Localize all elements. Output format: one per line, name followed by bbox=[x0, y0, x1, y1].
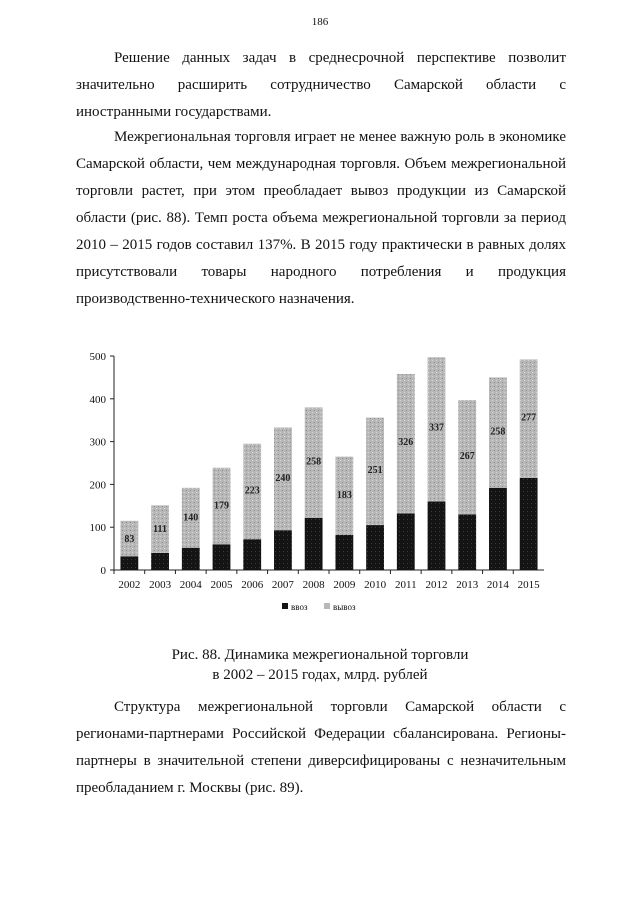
bar-import bbox=[335, 535, 353, 570]
bar-import bbox=[458, 514, 476, 570]
x-tick-label: 2010 bbox=[364, 579, 387, 591]
x-tick-label: 2014 bbox=[486, 579, 509, 591]
bar-import bbox=[397, 514, 415, 570]
page-number: 186 bbox=[311, 16, 329, 28]
chart-svg bbox=[70, 342, 570, 622]
bar-data-label: 140 bbox=[183, 512, 199, 524]
x-tick-label: 2013 bbox=[456, 579, 479, 591]
x-tick-label: 2004 bbox=[179, 579, 202, 591]
bar-import bbox=[120, 556, 138, 570]
x-tick-label: 2007 bbox=[271, 579, 294, 591]
figure-caption-line2: в 2002 – 2015 годах, млрд. рублей bbox=[212, 667, 428, 683]
bar-import bbox=[305, 518, 323, 570]
bar-import bbox=[182, 548, 200, 570]
bar-import bbox=[366, 525, 384, 570]
paragraph-structure: Структура межрегиональной торговли Самарской области с регионами-партнерами Российской Федерации сбалансирована. Регионы-партнеры в значительной степени диверсифицированы с незначительным преобладанием г. Москвы (рис. 89). bbox=[76, 699, 566, 796]
bar-data-label: 258 bbox=[490, 426, 506, 438]
bar-import bbox=[489, 488, 507, 570]
bar-data-label: 111 bbox=[153, 524, 168, 536]
bar-import bbox=[243, 539, 261, 570]
bar-data-label: 337 bbox=[429, 422, 444, 434]
bar-data-label: 258 bbox=[306, 456, 322, 468]
bar-data-label: 183 bbox=[336, 490, 352, 502]
bar-data-label: 223 bbox=[244, 485, 260, 497]
y-tick-label: 200 bbox=[89, 479, 106, 492]
bar-data-label: 83 bbox=[124, 533, 135, 545]
x-tick-label: 2012 bbox=[425, 579, 448, 591]
legend-swatch-export bbox=[324, 603, 330, 609]
bar-data-label: 251 bbox=[367, 465, 383, 477]
figure-caption-line1: Рис. 88. Динамика межрегиональной торговли bbox=[171, 647, 469, 663]
bar-data-label: 326 bbox=[398, 436, 414, 448]
y-tick-label: 300 bbox=[89, 436, 106, 449]
bar-import bbox=[151, 553, 169, 570]
trade-chart bbox=[70, 342, 570, 622]
x-tick-label: 2011 bbox=[394, 579, 417, 591]
x-tick-label: 2009 bbox=[333, 579, 356, 591]
x-tick-label: 2002 bbox=[118, 579, 141, 591]
x-tick-label: 2005 bbox=[210, 579, 233, 591]
y-tick-label: 100 bbox=[89, 522, 106, 535]
bar-data-label: 179 bbox=[214, 500, 229, 512]
y-tick-label: 400 bbox=[89, 393, 106, 406]
y-tick-label: 0 bbox=[100, 565, 106, 577]
legend-swatch-import bbox=[282, 603, 288, 609]
legend-label-import: ввоз bbox=[291, 602, 308, 612]
bar-import bbox=[428, 502, 446, 570]
bar-data-label: 267 bbox=[459, 450, 475, 462]
x-tick-label: 2015 bbox=[517, 579, 540, 591]
y-tick-label: 500 bbox=[89, 351, 106, 363]
bar-data-label: 277 bbox=[521, 412, 537, 424]
paragraph-intro: Решение данных задач в среднесрочной перспективе позволит значительно расширить сотрудничество Самарской области с иностранными государствами. bbox=[76, 50, 566, 120]
bar-import bbox=[274, 530, 292, 570]
paragraph-interregional-trade: Межрегиональная торговля играет не менее важную роль в экономике Самарской области, чем международная торговля. Объем межрегиональной торговли растет, при этом преобладает вывоз продукции из Самарской области (рис. 88). Темп роста объема межрегиональной торговли за период 2010 – 2015 годов составил 137%. В 2015 году практически в равных долях присутствовали товары народного потребления и продукция производственно-технического назначения. bbox=[76, 129, 566, 307]
bar-import bbox=[213, 544, 231, 570]
x-tick-label: 2003 bbox=[149, 579, 172, 591]
x-tick-label: 2006 bbox=[241, 579, 264, 591]
bar-data-label: 240 bbox=[275, 472, 291, 484]
x-tick-label: 2008 bbox=[302, 579, 325, 591]
bar-import bbox=[520, 478, 538, 570]
legend-label-export: вывоз bbox=[333, 602, 356, 612]
